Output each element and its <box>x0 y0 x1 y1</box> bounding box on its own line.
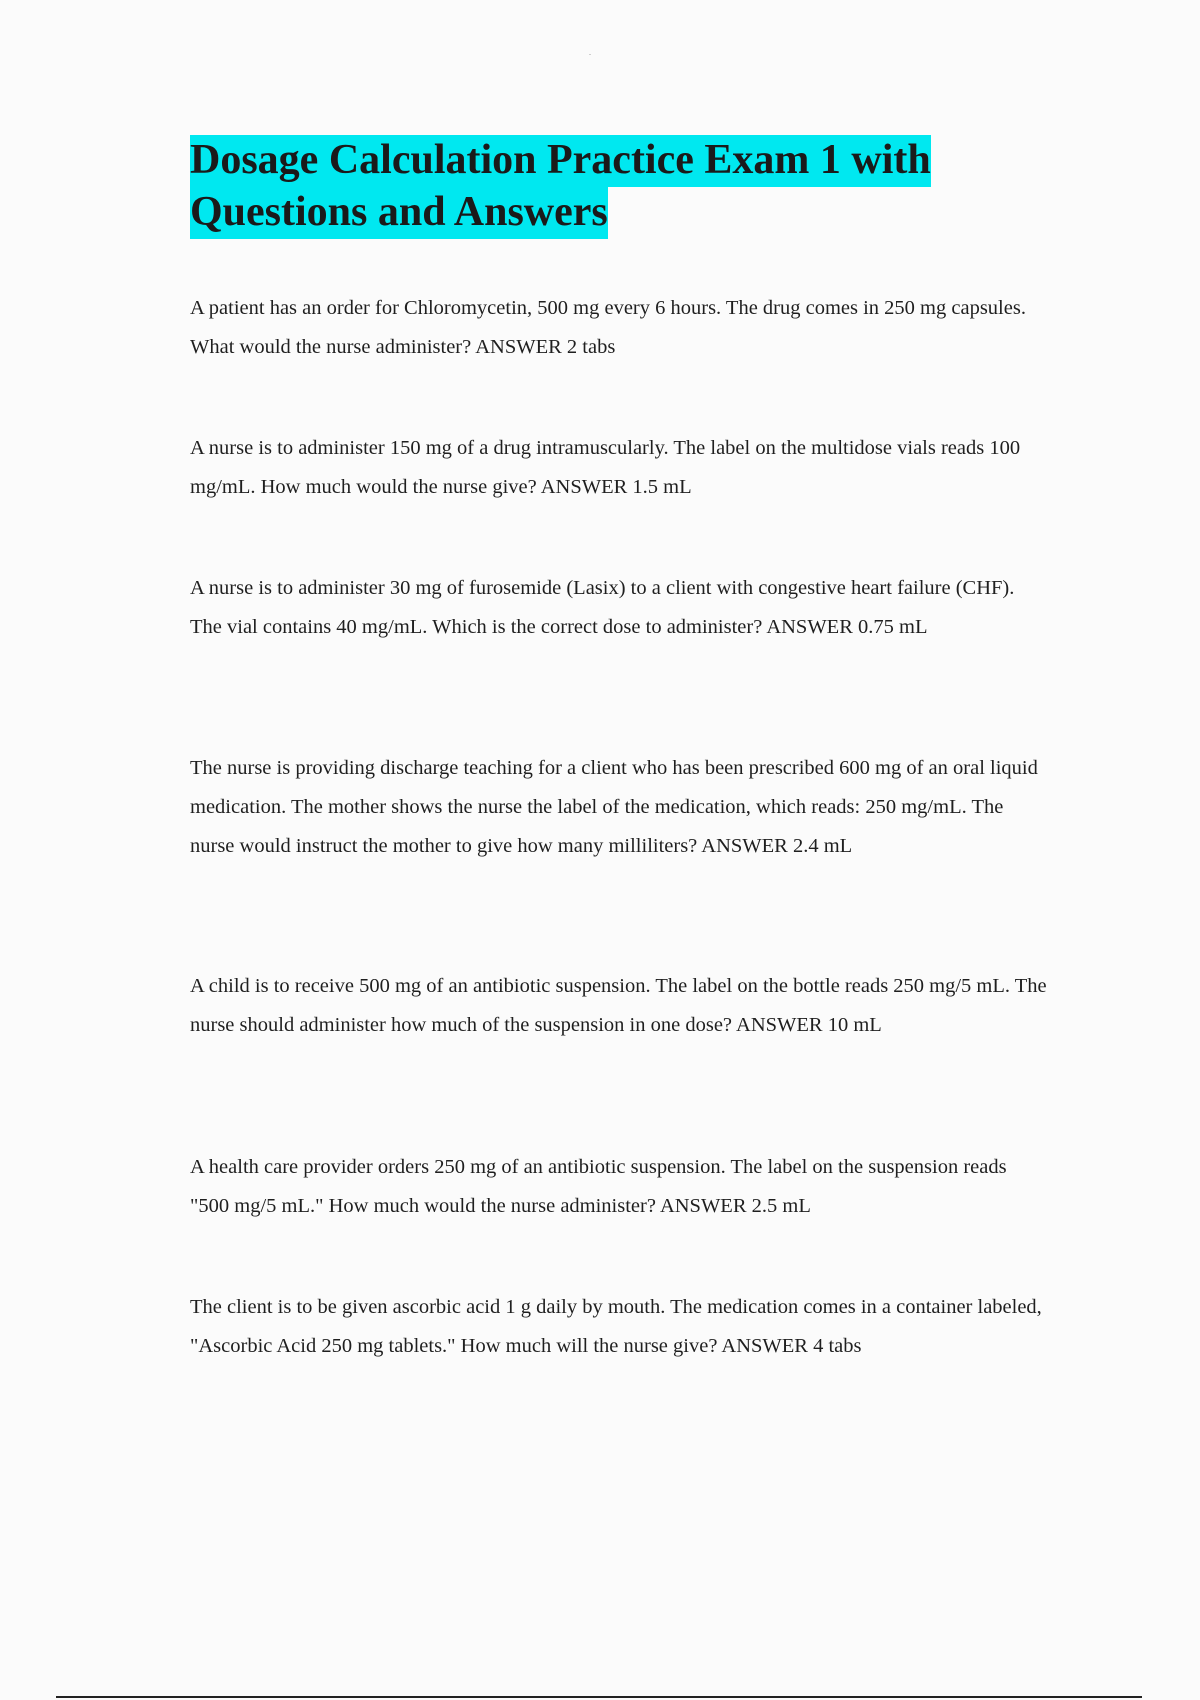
question-answer-1: A patient has an order for Chloromycetin, 500 mg every 6 hours. The drug comes in 250 mg capsules. What would the nurse administer? ANSWER 2 tabs <box>190 297 1026 358</box>
question-answer-6: A health care provider orders 250 mg of an antibiotic suspension. The label on the suspension reads "500 mg/5 mL." How much would the nurse administer? ANSWER 2.5 mL <box>190 1156 1007 1217</box>
question-answer-2: A nurse is to administer 150 mg of a drug intramuscularly. The label on the multidose vials reads 100 mg/mL. How much would the nurse give? ANSWER 1.5 mL <box>190 437 1021 498</box>
question-answer-3: A nurse is to administer 30 mg of furosemide (Lasix) to a client with congestive heart failure (CHF). The vial contains 40 mg/mL. Which is the correct dose to administer? ANSWER 0.75 mL <box>190 577 1015 638</box>
document-title <box>190 134 1010 238</box>
question-answer-5: A child is to receive 500 mg of an antibiotic suspension. The label on the bottle reads 250 mg/5 mL. The nurse should administer how much of the suspension in one dose? ANSWER 10 mL <box>190 975 1047 1036</box>
page-mark <box>589 54 591 55</box>
title-highlight: Dosage Calculation Practice Exam 1 with Questions and Answers <box>190 135 931 239</box>
question-answer-7: The client is to be given ascorbic acid 1 g daily by mouth. The medication comes in a container labeled, "Ascorbic Acid 250 mg tablets." How much will the nurse give? ANSWER 4 tabs <box>190 1296 1042 1357</box>
question-answer-4: The nurse is providing discharge teaching for a client who has been prescribed 600 mg of an oral liquid medication. The mother shows the nurse the label of the medication, which reads: 250 mg/mL. The nurse would instruct the mother to give how many milliliters? ANSWER 2.4 mL <box>190 757 1038 857</box>
page-bottom-divider <box>56 1696 1142 1698</box>
